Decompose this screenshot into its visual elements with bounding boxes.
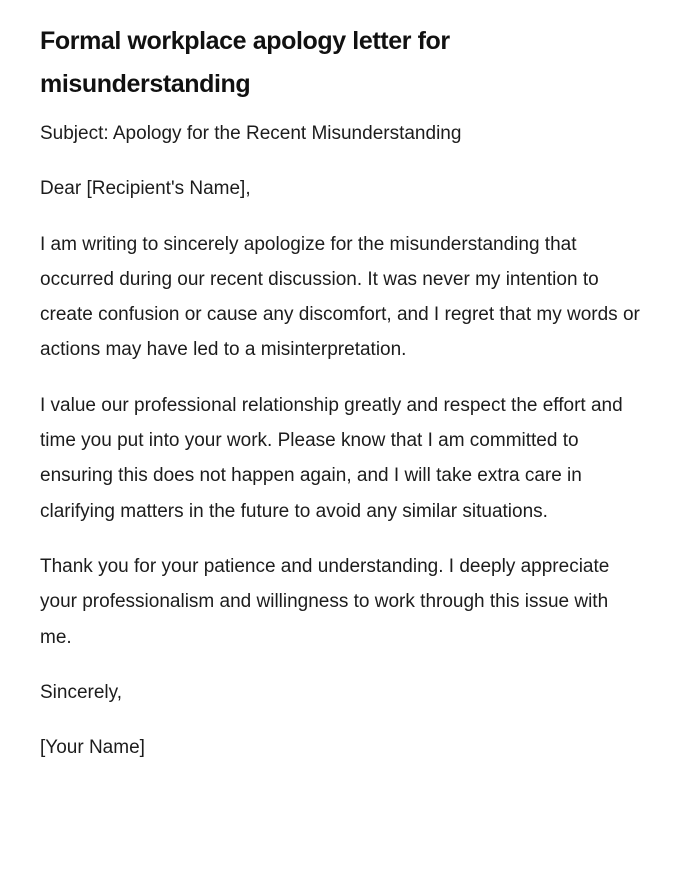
letter-signature: [Your Name] (40, 737, 145, 759)
letter-paragraph-1: I am writing to sincerely apologize for the misunderstanding that occurred during our recent discussion. It was never my intention to create confusion or cause any discomfort, and I regret that my words or actions may have led to a misinterpretation. (40, 233, 640, 361)
document-title: Formal workplace apology letter for misunderstanding (40, 27, 450, 98)
letter-paragraph-2: I value our professional relationship greatly and respect the effort and time you put into your work. Please know that I am committed to ensuring this does not happen again, and I will take extra care in clarifying matters in the future to avoid any similar situations. (40, 394, 623, 522)
letter-salutation: Dear [Recipient's Name], (40, 178, 251, 200)
letter-closing: Sincerely, (40, 681, 123, 703)
letter-paragraph-3: Thank you for your patience and understanding. I deeply appreciate your professionalism and willingness to work through this issue with me. (40, 555, 610, 648)
letter-subject: Subject: Apology for the Recent Misunderstanding (40, 123, 462, 144)
